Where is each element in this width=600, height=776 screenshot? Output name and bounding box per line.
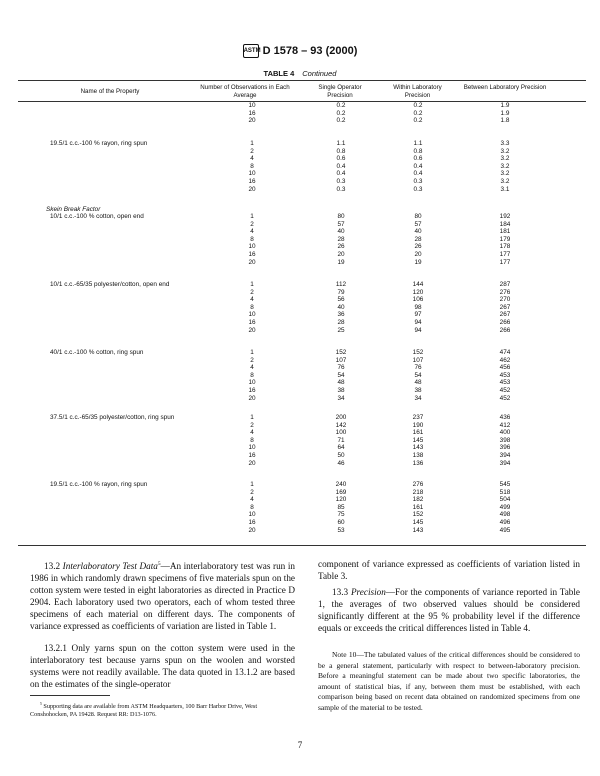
table-cell: 1 xyxy=(250,140,254,147)
table-cell: 53 xyxy=(337,526,345,534)
table-caption xyxy=(0,69,600,78)
table-cell: 64 xyxy=(337,444,345,452)
table-cell: 8 xyxy=(250,303,254,311)
table-cell: 504 xyxy=(499,496,511,504)
table-cell: 28 xyxy=(337,319,345,326)
table-cell: 2 xyxy=(250,288,254,296)
col-header-between: Between Laboratory Precision xyxy=(463,84,547,91)
table-cell: 400 xyxy=(499,429,511,437)
table-cell: 177 xyxy=(499,258,511,266)
table-cell: 276 xyxy=(499,288,511,296)
table-cell: 179 xyxy=(499,235,511,243)
table-cell: 136 xyxy=(412,459,424,467)
table-cell: 34 xyxy=(337,394,345,402)
table-cell: 8 xyxy=(250,436,254,444)
table-cell: 152 xyxy=(412,511,424,519)
footnote: $^5$ Supporting data are available from ASTM Headquarters, 100 Barr Harbor Drive, West Conshohocken, PA 19428. Request RR: D13-1076. xyxy=(30,702,258,719)
table-cell: 20 xyxy=(337,251,345,258)
group-label: 40/1 c.c.-100 % cotton, ring spun xyxy=(50,349,144,356)
group-label: 10/1 c.c.-65/35 polyester/cotton, open end xyxy=(50,281,170,288)
table-cell: 138 xyxy=(412,452,424,459)
table-cell: 3.2 xyxy=(500,178,510,185)
table-cell: 287 xyxy=(499,281,511,288)
table-cell: 266 xyxy=(499,326,511,334)
paragraph-13-2: 13.2 Interlaboratory Test Data$^5$—An interlaboratory test was run in 1986 in which randomly drawn specimens of five materials spun on the cotton system were tested in eight laboratories as directed in Practice D 2904. Each laboratory used two operators, each of whom tested three specimens of each material on different days. The components of variance expressed as coefficients of variation are listed in Table 1. xyxy=(30,561,296,632)
table-cell: 1 xyxy=(250,481,254,488)
table-cell: 0.2 xyxy=(413,102,423,109)
table-cell: 1.9 xyxy=(500,109,510,117)
group-label: 19.5/1 c.c.-100 % rayon, ring spun xyxy=(50,140,148,147)
table-cell: 2 xyxy=(250,488,254,496)
table-cell: 20 xyxy=(248,258,256,266)
table-cell: 100 xyxy=(335,429,347,437)
col-header-observations: Number of Observations in Each Average xyxy=(200,84,290,99)
table-cell: 10 xyxy=(248,102,256,109)
table-cell: 20 xyxy=(248,185,256,193)
table-cell: 2 xyxy=(250,220,254,228)
table-cell: 40 xyxy=(337,303,345,311)
table-cell: 1 xyxy=(250,349,254,356)
table-cell: 8 xyxy=(250,503,254,511)
table-cell: 28 xyxy=(414,235,422,243)
table-cell: 267 xyxy=(499,311,511,319)
table-cell: 4 xyxy=(250,364,254,372)
table-cell: 38 xyxy=(337,387,345,394)
table-cell: 1 xyxy=(250,414,254,421)
table-cell: 50 xyxy=(337,452,345,459)
table-cell: 0.2 xyxy=(336,102,346,109)
table-cell: 4 xyxy=(250,155,254,163)
paragraph-13-2-1: 13.2.1 Only yarns spun on the cotton system were used in the interlaboratory test because yarns spun on the woolen and worsted systems were not readily available. The data quoted in 13.1.2 are based on the estimates of the single-operator xyxy=(30,643,295,689)
footnote-rule xyxy=(30,695,110,696)
table-cell: 394 xyxy=(499,452,511,459)
table-cell: 16 xyxy=(248,251,256,258)
table-cell: 0.3 xyxy=(413,185,423,193)
table-cell: 0.2 xyxy=(336,109,346,117)
table-continued: Continued xyxy=(302,69,337,78)
table-cell: 2 xyxy=(250,356,254,364)
table-cell: 0.6 xyxy=(413,155,423,163)
table-cell: 94 xyxy=(414,319,422,326)
table-cell: 20 xyxy=(414,251,422,258)
table-number: TABLE 4 xyxy=(263,69,295,78)
table-cell: 20 xyxy=(248,394,256,402)
table-bottom-rule xyxy=(18,545,586,546)
table-cell: 8 xyxy=(250,162,254,170)
table-cell: 46 xyxy=(337,459,345,467)
table-cell: 270 xyxy=(499,296,511,304)
col-header-single: Single Operator Precision xyxy=(318,84,362,99)
table-cell: 152 xyxy=(412,349,424,356)
table-cell: 8 xyxy=(250,371,254,379)
table-cell: 0.2 xyxy=(413,109,423,117)
table-cell: 0.4 xyxy=(336,162,346,170)
table-cell: 178 xyxy=(499,243,511,251)
table-cell: 16 xyxy=(248,387,256,394)
table-cell: 266 xyxy=(499,319,511,326)
table-cell: 10 xyxy=(248,511,256,519)
table-cell: 152 xyxy=(335,349,347,356)
table-cell: 80 xyxy=(414,213,422,220)
table-cell: 200 xyxy=(335,414,347,421)
table-cell: 192 xyxy=(499,213,511,220)
table-cell: 518 xyxy=(499,488,511,496)
table-cell: 4 xyxy=(250,429,254,437)
table-cell: 20 xyxy=(248,117,256,125)
table-cell: 1.1 xyxy=(413,140,423,147)
table-cell: 36 xyxy=(337,311,345,319)
group-label: 37.5/1 c.c.-65/35 polyester/cotton, ring spun xyxy=(50,414,175,421)
table-cell: 0.3 xyxy=(336,185,346,193)
table-cell: 190 xyxy=(412,421,424,429)
table-cell: 453 xyxy=(499,379,511,387)
table-cell: 184 xyxy=(499,220,511,228)
table-cell: 19 xyxy=(414,258,422,266)
table-cell: 177 xyxy=(499,251,511,258)
table-cell: 10 xyxy=(248,311,256,319)
table-cell: 496 xyxy=(499,519,511,526)
table-cell: 143 xyxy=(412,526,424,534)
table-cell: 57 xyxy=(337,220,345,228)
table-cell: 4 xyxy=(250,496,254,504)
table-cell: 498 xyxy=(499,511,511,519)
table-cell: 396 xyxy=(499,444,511,452)
table-cell: 145 xyxy=(412,436,424,444)
table-cell: 20 xyxy=(248,459,256,467)
table-cell: 94 xyxy=(414,326,422,334)
table-cell: 3.2 xyxy=(500,147,510,155)
table-cell: 71 xyxy=(337,436,345,444)
table-cell: 161 xyxy=(412,429,424,437)
table-cell: 499 xyxy=(499,503,511,511)
table-cell: 495 xyxy=(499,526,511,534)
table-cell: 474 xyxy=(499,349,511,356)
table-cell: 0.6 xyxy=(336,155,346,163)
paragraph-13-3: 13.3 Precision—For the components of variance reported in Table 1, the averages of two observed values should be considered significantly different at the 95 % probability level if the difference equals or exceeds the critical differences listed in Table 4. xyxy=(318,587,580,633)
table-cell: 76 xyxy=(414,364,422,372)
table-cell: 2 xyxy=(250,421,254,429)
table-cell: 462 xyxy=(499,356,511,364)
table-cell: 48 xyxy=(414,379,422,387)
table-cell: 1.8 xyxy=(500,117,510,125)
table-cell: 25 xyxy=(337,326,345,334)
table-cell: 26 xyxy=(414,243,422,251)
table-cell: 452 xyxy=(499,394,511,402)
table-cell: 10 xyxy=(248,170,256,178)
table-cell: 16 xyxy=(248,178,256,185)
table-cell: 8 xyxy=(250,235,254,243)
table-cell: 1 xyxy=(250,281,254,288)
table-cell: 34 xyxy=(414,394,422,402)
table-cell: 20 xyxy=(248,526,256,534)
table-cell: 79 xyxy=(337,288,345,296)
table-cell: 218 xyxy=(412,488,424,496)
table-cell: 19 xyxy=(337,258,345,266)
table-cell: 38 xyxy=(414,387,422,394)
table-cell: 97 xyxy=(414,311,422,319)
table-cell: 0.4 xyxy=(413,162,423,170)
table-cell: 3.2 xyxy=(500,162,510,170)
paragraph-right-continuation: component of variance expressed as coefficients of variation listed in Table 3. xyxy=(318,559,580,581)
table-cell: 54 xyxy=(337,371,345,379)
table-cell: 57 xyxy=(414,220,422,228)
table-cell: 0.2 xyxy=(413,117,423,125)
designation: D 1578 – 93 (2000) xyxy=(262,44,358,57)
table-cell: 120 xyxy=(335,496,347,504)
section-label: Skein Break Factor xyxy=(46,206,101,213)
table-cell: 394 xyxy=(499,459,511,467)
table-cell: 10 xyxy=(248,444,256,452)
table-cell: 20 xyxy=(248,326,256,334)
table-cell: 107 xyxy=(335,356,347,364)
table-cell: 398 xyxy=(499,436,511,444)
table-cell: 0.8 xyxy=(336,147,346,155)
page-number: 7 xyxy=(297,740,303,750)
table-cell: 56 xyxy=(337,296,345,304)
table-cell: 181 xyxy=(499,228,511,236)
table-cell: 16 xyxy=(248,109,256,117)
group-label: 10/1 c.c.-100 % cotton, open end xyxy=(50,213,144,220)
table-cell: 28 xyxy=(337,235,345,243)
table-cell: 182 xyxy=(412,496,424,504)
col-header-within: Within Laboratory Precision xyxy=(393,84,442,99)
table-cell: 145 xyxy=(412,519,424,526)
table-cell: 545 xyxy=(499,481,511,488)
table-cell: 436 xyxy=(499,414,511,421)
table-top-rule xyxy=(18,80,586,81)
table-cell: 106 xyxy=(412,296,424,304)
astm-logo: ASTM xyxy=(243,44,259,58)
table-cell: 161 xyxy=(412,503,424,511)
table-cell: 16 xyxy=(248,452,256,459)
table-cell: 0.2 xyxy=(336,117,346,125)
table-cell: 3.1 xyxy=(500,185,510,193)
table-cell: 16 xyxy=(248,519,256,526)
table-cell: 60 xyxy=(337,519,345,526)
table-cell: 1.1 xyxy=(336,140,346,147)
table-cell: 144 xyxy=(412,281,424,288)
table-cell: 276 xyxy=(412,481,424,488)
table-cell: 40 xyxy=(337,228,345,236)
table-cell: 142 xyxy=(335,421,347,429)
table-cell: 267 xyxy=(499,303,511,311)
table-cell: 0.4 xyxy=(336,170,346,178)
table-cell: 3.2 xyxy=(500,155,510,163)
table-cell: 75 xyxy=(337,511,345,519)
table-cell: 16 xyxy=(248,319,256,326)
table-cell: 143 xyxy=(412,444,424,452)
table-cell: 453 xyxy=(499,371,511,379)
table-cell: 412 xyxy=(499,421,511,429)
table-cell: 4 xyxy=(250,228,254,236)
table-cell: 76 xyxy=(337,364,345,372)
table-cell: 237 xyxy=(412,414,424,421)
table-cell: 48 xyxy=(337,379,345,387)
table-cell: 2 xyxy=(250,147,254,155)
table-cell: 40 xyxy=(414,228,422,236)
table-cell: 3.2 xyxy=(500,170,510,178)
table-cell: 85 xyxy=(337,503,345,511)
table-cell: 112 xyxy=(335,281,347,288)
table-cell: 3.3 xyxy=(500,140,510,147)
table-cell: 98 xyxy=(414,303,422,311)
table-cell: 107 xyxy=(412,356,424,364)
table-cell: 456 xyxy=(499,364,511,372)
table-cell: 169 xyxy=(335,488,347,496)
note-10: Note 10—The tabulated values of the critical differences should be considered to be a general statement, particularly with respect to between-laboratory precision. Before a meaningful statement can be made about two specific laboratories, the amount of statistical bias, if any, between them must be established, with each comparison being based on recent data obtained on randomized specimens from one sample of the material to be tested. xyxy=(318,650,580,712)
table-cell: 452 xyxy=(499,387,511,394)
group-label: 19.5/1 c.c.-100 % rayon, ring spun xyxy=(50,481,148,488)
table-cell: 54 xyxy=(414,371,422,379)
table-cell: 0.3 xyxy=(413,178,423,185)
table-cell: 10 xyxy=(248,243,256,251)
document-header xyxy=(0,44,600,58)
table-cell: 0.4 xyxy=(413,170,423,178)
table-cell: 240 xyxy=(335,481,347,488)
table-cell: 10 xyxy=(248,379,256,387)
table-cell: 120 xyxy=(412,288,424,296)
table-cell: 1 xyxy=(250,213,254,220)
table-cell: 0.3 xyxy=(336,178,346,185)
table-cell: 4 xyxy=(250,296,254,304)
col-header-property: Name of the Property xyxy=(80,88,140,95)
table-cell: 0.8 xyxy=(413,147,423,155)
table-cell: 26 xyxy=(337,243,345,251)
table-cell: 1.9 xyxy=(500,102,510,109)
table-cell: 80 xyxy=(337,213,345,220)
